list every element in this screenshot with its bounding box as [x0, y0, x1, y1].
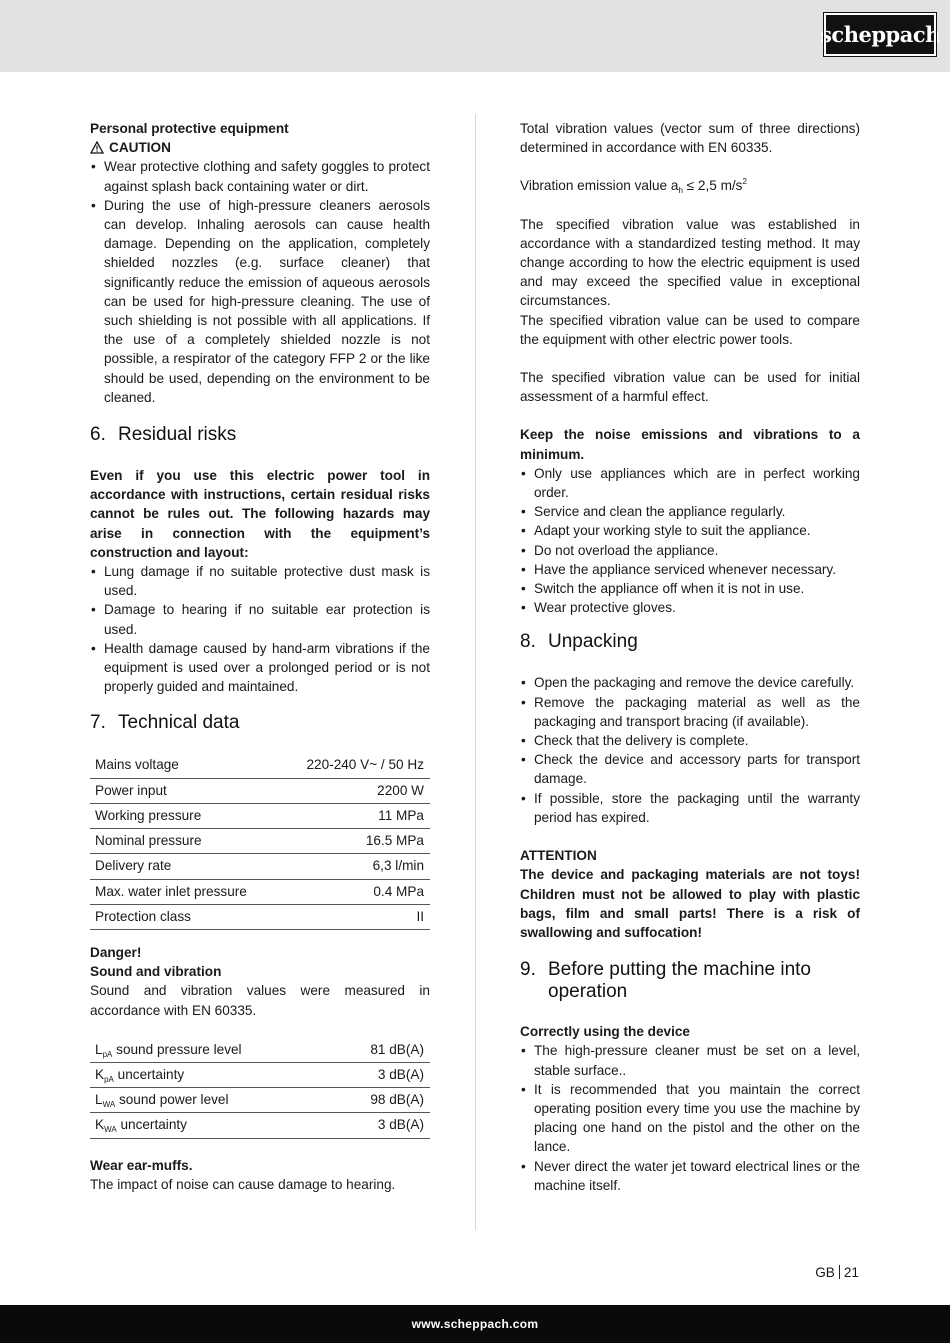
list-item: • Health damage caused by hand-arm vibrations if the equipment is used over a prolonged period or is not properly guided and maintained. — [90, 639, 430, 697]
list-item: • The high-pressure cleaner must be set on a level, stable surface.. — [520, 1041, 860, 1079]
list-item: • During the use of high-pressure cleaners aerosols can develop. Inhaling aerosols can cause health damage. Depending on the application, completely shielded nozzles (e.g. surface cleaner) that significantly reduce the emission of aqueous aerosols can be used for high-pressure cleaning. The use of such shielding is not possible with all applications. If the use of a completely shielded nozzle is not possible, a respirator of the category FFP 2 or the like should be used, depending on the environment to be cleaned. — [90, 196, 430, 407]
section-number: 6. — [90, 424, 106, 446]
list-item: • Do not overload the appliance. — [520, 541, 860, 560]
section-9-heading — [520, 959, 860, 1003]
spec-value: 16.5 MPa — [280, 829, 430, 854]
brand-logo: scheppach — [824, 13, 936, 56]
sound-value: 3 dB(A) — [331, 1062, 430, 1087]
section-title: Technical data — [118, 712, 240, 734]
vibration-paragraph: The specified vibration value can be used for initial assessment of a harmful effect. — [520, 370, 860, 405]
section-title: Unpacking — [548, 631, 638, 653]
section-number: 9. — [520, 959, 536, 981]
spec-label: Delivery rate — [90, 854, 280, 879]
table-row — [90, 753, 430, 778]
ppe-list — [90, 157, 430, 407]
sound-label — [90, 1062, 331, 1087]
list-item: • Adapt your working style to suit the appliance. — [520, 521, 860, 540]
section-title: Before putting the machine into operation — [548, 959, 812, 1003]
list-item: • Service and clean the appliance regularly. — [520, 502, 860, 521]
sound-label-text: uncertainty — [117, 1066, 185, 1082]
spec-label: Nominal pressure — [90, 829, 280, 854]
spec-label: Working pressure — [90, 803, 280, 828]
footer-url[interactable]: www.scheppach.com — [411, 1317, 539, 1331]
list-item: • Open the packaging and remove the device carefully. — [520, 673, 860, 692]
ppe-title: Personal protective equipment — [90, 121, 289, 136]
table-row — [90, 1113, 430, 1138]
sound-value: 3 dB(A) — [331, 1113, 430, 1138]
list-item: • Wear protective clothing and safety goggles to protect against splash back containing water or dirt. — [90, 157, 430, 195]
separator — [839, 1265, 840, 1279]
earmuffs-text: The impact of noise can cause damage to hearing. — [90, 1176, 396, 1192]
language-code: GB — [815, 1265, 835, 1280]
list-item: • If possible, store the packaging until the warranty period has expired. — [520, 789, 860, 827]
vibration-total-text: Total vibration values (vector sum of three directions) determined in accordance with EN 60335. — [520, 121, 860, 156]
section-number: 8. — [520, 631, 536, 653]
list-item: • Check that the delivery is complete. — [520, 731, 860, 750]
spec-value: 2200 W — [280, 778, 430, 803]
column-divider — [475, 114, 476, 1230]
page-number-value: 21 — [843, 1265, 859, 1280]
right-column — [520, 119, 860, 1195]
spec-label: Mains voltage — [90, 753, 280, 778]
vibration-paragraph: The specified vibration value can be used to compare the equipment with other electric power tools. — [520, 312, 860, 347]
symbol: K — [95, 1117, 105, 1133]
unpacking-list — [520, 673, 860, 827]
header-bar — [0, 0, 950, 72]
warning-triangle-icon — [90, 141, 104, 154]
symbol: L — [95, 1092, 103, 1108]
spec-value: 6,3 l/min — [280, 854, 430, 879]
vibration-paragraph: The specified vibration value was established in accordance with a standardized testing method. It may change according to how the electric equipment is used and may exceed the specified value in exceptional circumstances. — [520, 216, 860, 309]
vibration-superscript: 2 — [742, 177, 747, 187]
residual-risks-intro: Even if you use this electric power tool in accordance with instructions, certain residual risks cannot be rules out. The following hazards may arise in connection with the equipment’s construction and layout: — [90, 468, 430, 560]
list-item: • Switch the appliance off when it is not in use. — [520, 579, 860, 598]
page-number — [815, 1265, 859, 1280]
symbol: L — [95, 1041, 103, 1057]
list-item: • It is recommended that you maintain the correct operating position every time you use the machine by placing one hand on the pistol and the other on the lance. — [520, 1080, 860, 1157]
table-row — [90, 854, 430, 879]
section-6-heading — [90, 424, 430, 446]
spec-label: Max. water inlet pressure — [90, 879, 280, 904]
table-row — [90, 904, 430, 929]
vibration-emission-value — [520, 176, 860, 195]
section-number: 7. — [90, 712, 106, 734]
danger-label: Danger! — [90, 944, 142, 960]
sound-table — [90, 1038, 430, 1139]
symbol-subscript: pA — [104, 1074, 114, 1084]
section-8-heading — [520, 631, 860, 653]
footer-bar — [0, 1305, 950, 1343]
correct-use-list — [520, 1041, 860, 1195]
list-item: • Never direct the water jet toward electrical lines or the machine itself. — [520, 1157, 860, 1195]
left-column — [90, 119, 430, 1194]
keep-minimum-list — [520, 464, 860, 618]
list-item: • Lung damage if no suitable protective dust mask is used. — [90, 562, 430, 600]
list-item: • Check the device and accessory parts for transport damage. — [520, 750, 860, 788]
technical-data-table — [90, 753, 430, 929]
symbol: K — [95, 1066, 105, 1082]
sound-value: 81 dB(A) — [331, 1038, 430, 1063]
sound-vibration-title: Sound and vibration — [90, 964, 222, 980]
list-item: • Wear protective gloves. — [520, 598, 860, 617]
sound-label — [90, 1113, 331, 1138]
table-row — [90, 829, 430, 854]
sound-value: 98 dB(A) — [331, 1088, 430, 1113]
symbol-subscript: WA — [102, 1100, 116, 1110]
caution-heading — [90, 138, 430, 157]
sound-label-text: uncertainty — [120, 1117, 187, 1133]
sound-label — [90, 1038, 331, 1063]
sound-label — [90, 1088, 331, 1113]
table-row — [90, 1088, 430, 1113]
spec-label: Power input — [90, 778, 280, 803]
spec-value: 11 MPa — [280, 803, 430, 828]
vibration-subscript: h — [678, 186, 683, 196]
spec-value: 220-240 V~ / 50 Hz — [280, 753, 430, 778]
keep-minimum-title: Keep the noise emissions and vibrations to a minimum. — [520, 427, 860, 462]
residual-risks-list — [90, 562, 430, 696]
symbol-subscript: pA — [102, 1049, 113, 1059]
table-row — [90, 1038, 430, 1063]
sound-label-text: sound pressure level — [116, 1041, 242, 1057]
list-item: • Only use appliances which are in perfect working order. — [520, 464, 860, 502]
vibration-prefix: Vibration emission value a — [520, 178, 679, 194]
table-row — [90, 803, 430, 828]
attention-text: The device and packaging materials are not toys! Children must not be allowed to play with plastic bags, film and small parts! There is a risk of swallowing and suffocation! — [520, 867, 860, 940]
table-row — [90, 778, 430, 803]
earmuffs-title: Wear ear-muffs. — [90, 1157, 193, 1173]
list-item: • Remove the packaging material as well as the packaging and transport bracing (if available). — [520, 693, 860, 731]
spec-value: 0.4 MPa — [280, 879, 430, 904]
caution-label: CAUTION — [109, 140, 171, 156]
attention-label: ATTENTION — [520, 848, 597, 864]
section-7-heading — [90, 712, 430, 734]
spec-label: Protection class — [90, 904, 280, 929]
table-row — [90, 1062, 430, 1087]
sound-label-text: sound power level — [118, 1092, 229, 1108]
vibration-value: ≤ 2,5 m/s — [682, 178, 743, 194]
correct-use-title: Correctly using the device — [520, 1024, 690, 1040]
section-title: Residual risks — [118, 424, 237, 446]
sound-vibration-text: Sound and vibration values were measured in accordance with EN 60335. — [90, 983, 430, 1018]
symbol-subscript: WA — [104, 1125, 117, 1135]
list-item: • Have the appliance serviced whenever necessary. — [520, 560, 860, 579]
list-item: • Damage to hearing if no suitable ear protection is used. — [90, 600, 430, 638]
table-row — [90, 879, 430, 904]
spec-value: II — [280, 904, 430, 929]
